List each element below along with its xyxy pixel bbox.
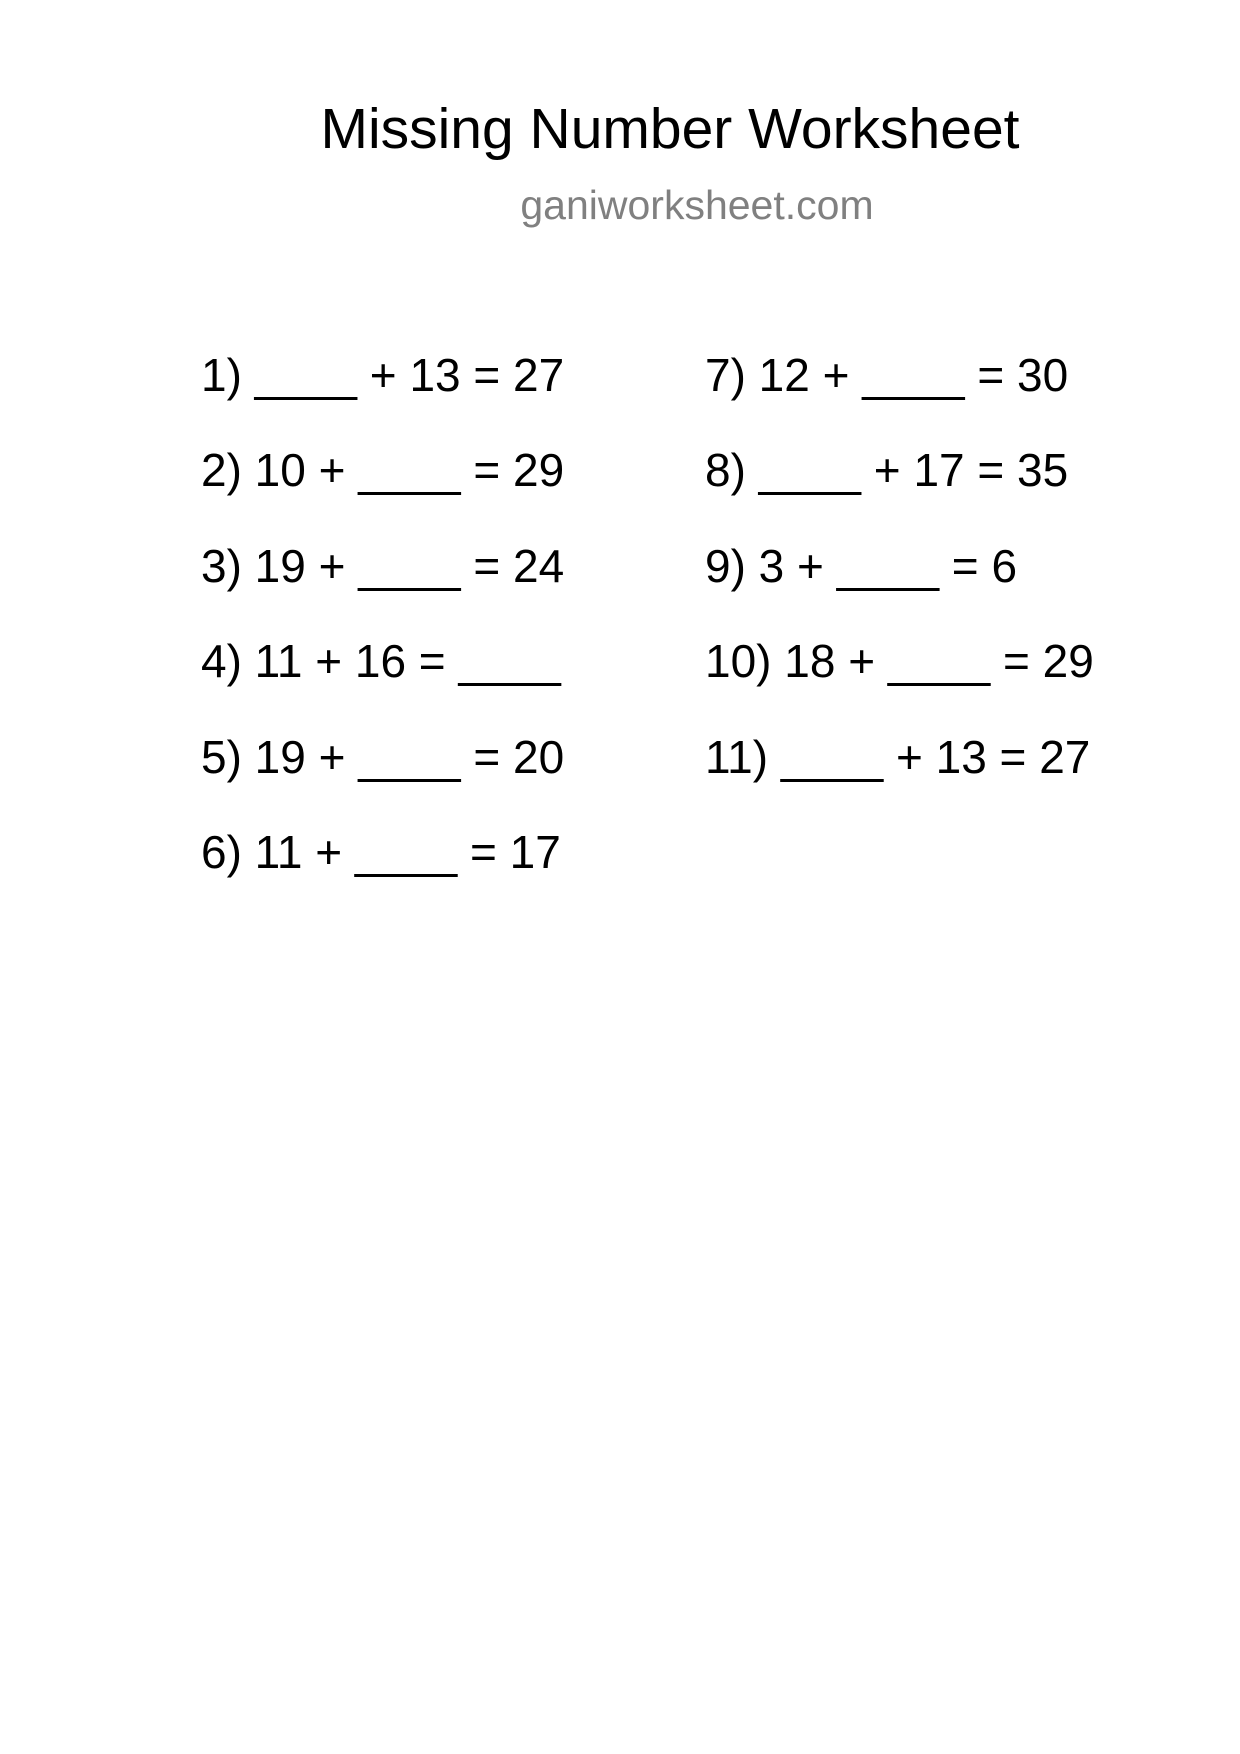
problem-11: 11) ____ + 13 = 27 [705, 731, 1091, 783]
problem-9: 9) 3 + ____ = 6 [705, 540, 1018, 592]
worksheet-title: Missing Number Worksheet [320, 97, 1020, 161]
problem-2: 2) 10 + ____ = 29 [201, 444, 565, 496]
problem-4: 4) 11 + 16 = ____ [201, 635, 561, 687]
problem-6: 6) 11 + ____ = 17 [201, 826, 561, 878]
problem-10: 10) 18 + ____ = 29 [705, 635, 1094, 687]
source-website: ganiworksheet.com [520, 182, 874, 228]
problem-5: 5) 19 + ____ = 20 [201, 731, 565, 783]
problem-3: 3) 19 + ____ = 24 [201, 540, 565, 592]
problem-8: 8) ____ + 17 = 35 [705, 444, 1069, 496]
problem-7: 7) 12 + ____ = 30 [705, 349, 1069, 401]
problem-1: 1) ____ + 13 = 27 [201, 349, 565, 401]
